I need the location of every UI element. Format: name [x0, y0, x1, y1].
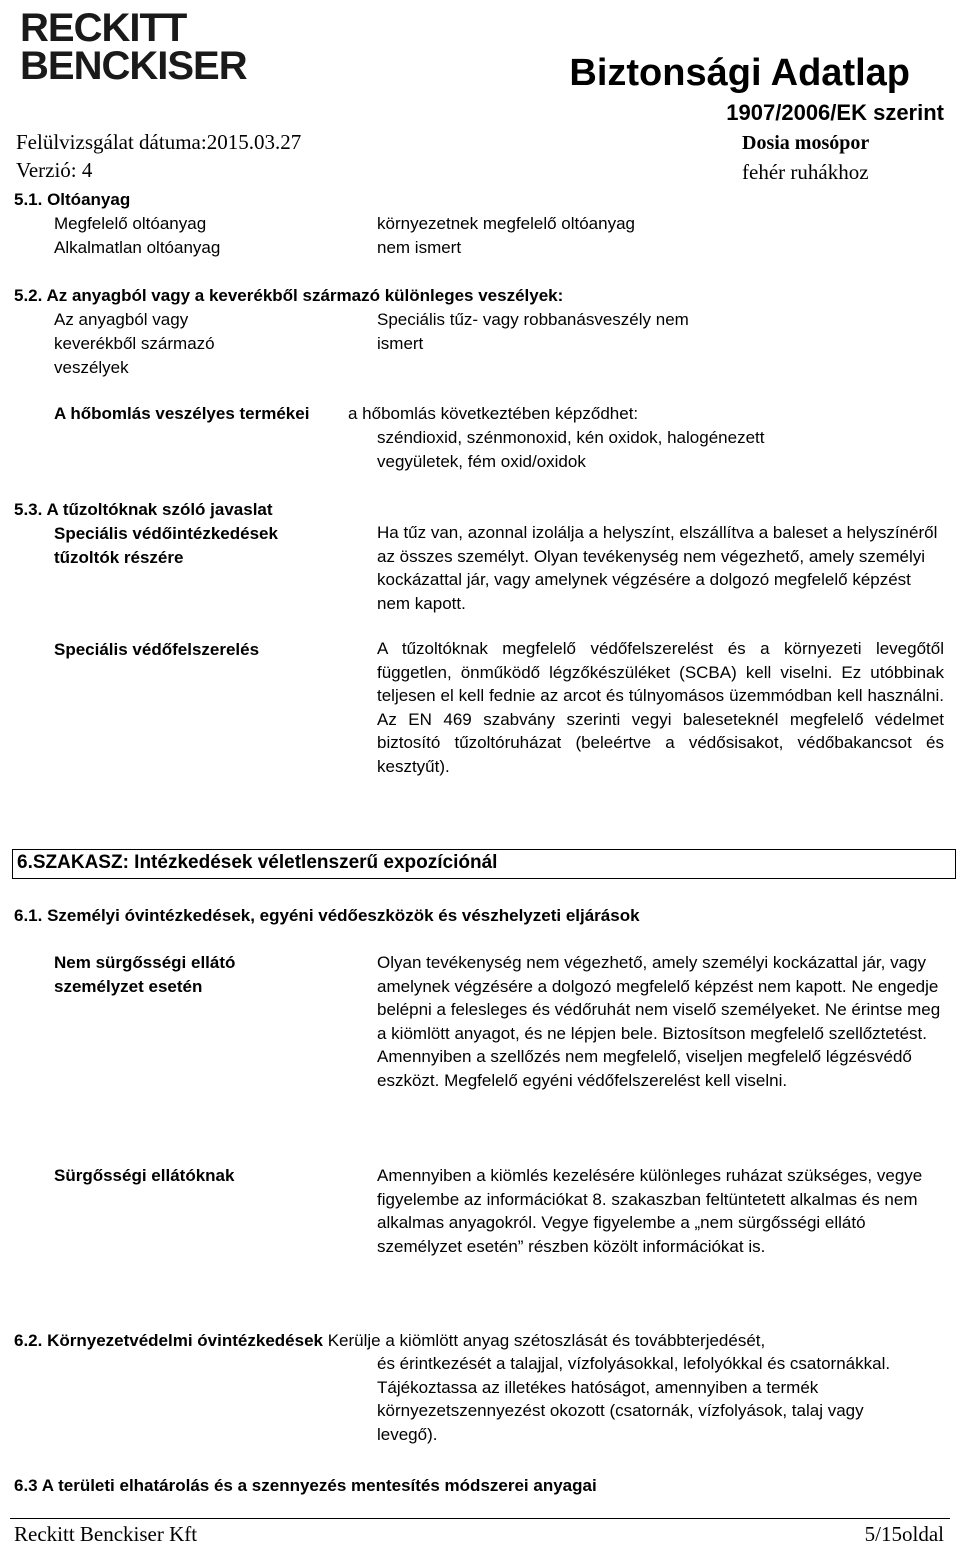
regulation-reference: 1907/2006/EK szerint: [726, 100, 944, 125]
decomposition-value-line-2: széndioxid, szénmonoxid, kén oxidok, halogénezett: [377, 428, 765, 447]
hazard-label-line-3: veszélyek: [54, 358, 129, 377]
emergency-value: Amennyiben a kiömlés kezelésére különleges ruházat szükséges, vegye figyelembe az információkat 8. szakaszban feltüntetett alkalmas és nem alkalmas anyagokról. Vegye figyelembe a „nem sürgősségi ellátó személyzet esetén” részben közölt információkat is.: [377, 1166, 923, 1256]
section-5-2-heading: 5.2. Az anyagból vagy a keverékből származó különleges veszélyek:: [14, 286, 564, 305]
footer-divider: [10, 1518, 950, 1519]
section-6-title: 6.SZAKASZ: Intézkedések véletlenszerű expozíciónál: [17, 852, 498, 873]
measures-label-line-1: Speciális védőintézkedések: [54, 524, 278, 543]
section-6-2-value-first: Kerülje a kiömlött anyag szétoszlását és továbbterjedését,: [327, 1331, 766, 1350]
footer-company: Reckitt Benckiser Kft: [14, 1522, 198, 1546]
suitable-media-value: környezetnek megfelelő oltóanyag: [377, 214, 635, 233]
section-6-1-heading: 6.1. Személyi óvintézkedések, egyéni védőeszközök és vészhelyzeti eljárások: [14, 906, 640, 925]
measures-value: Ha tűz van, azonnal izolálja a helyszínt, elszállítva a baleset a helyszínéről az összes személyt. Olyan tevékenység nem végezhető, amely személyi kockázattal jár, vagy amelynek végzésére a dolgozó megfelelő képzést nem kapott.: [377, 523, 938, 613]
revision-date: Felülvizsgálat dátuma:2015.03.27: [16, 130, 302, 154]
decomposition-value-line-1: a hőbomlás következtében képződhet:: [348, 404, 639, 423]
section-6-2-heading: 6.2. Környezetvédelmi óvintézkedések: [14, 1331, 323, 1350]
equipment-value: A tűzoltóknak megfelelő védőfelszerelést és a környezeti levegőtől független, önműködő légzőkészüléket (SCBA) kell viselni. Ez utóbbinak teljesen el kell fednie az arcot és túlnyomásos üzemmódban kell használni. Az EN 469 szabvány szerinti vegyi baleseteknél megfelelő védelmet biztosító tűzoltóruházat (beleértve a védősisakot, védőbakancsot és kesztyűt).: [377, 639, 944, 776]
document-title: Biztonsági Adatlap: [569, 52, 910, 94]
footer-page-number: 5/15oldal: [864, 1522, 944, 1546]
logo-line-1: RECKITT: [20, 6, 187, 50]
non-emergency-value: Olyan tevékenység nem végezhető, amely személyi kockázattal jár, vagy amelynek végzésére a dolgozó megfelelő képzést nem kapott. Ne engedje belépni a felesleges és védőruhát nem viselő személyeket. Ne érintse meg a kiömlött anyagot, és ne lépjen bele. Biztosítson megfelelő szellőztetést. Amennyiben a szellőzés nem megfelelő, viseljen megfelelő légzésvédő eszközt. Megfelelő egyéni védőfelszerelést kell viselni.: [377, 953, 941, 1090]
hazard-value-line-2: ismert: [377, 334, 424, 353]
non-emergency-label-line-1: Nem sürgősségi ellátó: [54, 953, 236, 972]
product-name-line-1: Dosia mosópor: [742, 132, 870, 154]
hazard-value-line-1: Speciális tűz- vagy robbanásveszély nem: [377, 310, 689, 329]
version: Verzió: 4: [16, 158, 93, 182]
product-name-line-2: fehér ruhákhoz: [742, 160, 869, 184]
unsuitable-media-label: Alkalmatlan oltóanyag: [54, 238, 221, 257]
section-6-2-row: [14, 1329, 765, 1353]
decomposition-label: A hőbomlás veszélyes termékei: [54, 404, 310, 423]
section-6-2-value-rest: és érintkezését a talajjal, vízfolyásokkal, lefolyókkal és csatornákkal. Tájékoztassa az illetékes hatóságot, amennyiben a termék környezetszennyezést okozott (csatornák, vízfolyások, talaj vagy levegő).: [377, 1354, 891, 1444]
unsuitable-media-value: nem ismert: [377, 238, 462, 257]
hazard-label-line-2: keverékből származó: [54, 334, 215, 353]
suitable-media-label: Megfelelő oltóanyag: [54, 214, 207, 233]
equipment-label: Speciális védőfelszerelés: [54, 640, 260, 659]
section-5-3-heading: 5.3. A tűzoltóknak szóló javaslat: [14, 500, 273, 519]
measures-label-line-2: tűzoltók részére: [54, 548, 184, 567]
section-5-1-heading: 5.1. Oltóanyag: [14, 190, 131, 209]
hazard-label-line-1: Az anyagból vagy: [54, 310, 189, 329]
section-6-title-box: [12, 849, 956, 879]
logo-line-2: BENCKISER: [20, 44, 247, 88]
decomposition-value-line-3: vegyületek, fém oxid/oxidok: [377, 452, 586, 471]
emergency-label: Sürgősségi ellátóknak: [54, 1166, 235, 1185]
non-emergency-label-line-2: személyzet esetén: [54, 977, 203, 996]
company-logo: [20, 6, 250, 86]
section-6-3-heading: 6.3 A területi elhatárolás és a szennyezés mentesítés módszerei anyagai: [14, 1476, 597, 1495]
